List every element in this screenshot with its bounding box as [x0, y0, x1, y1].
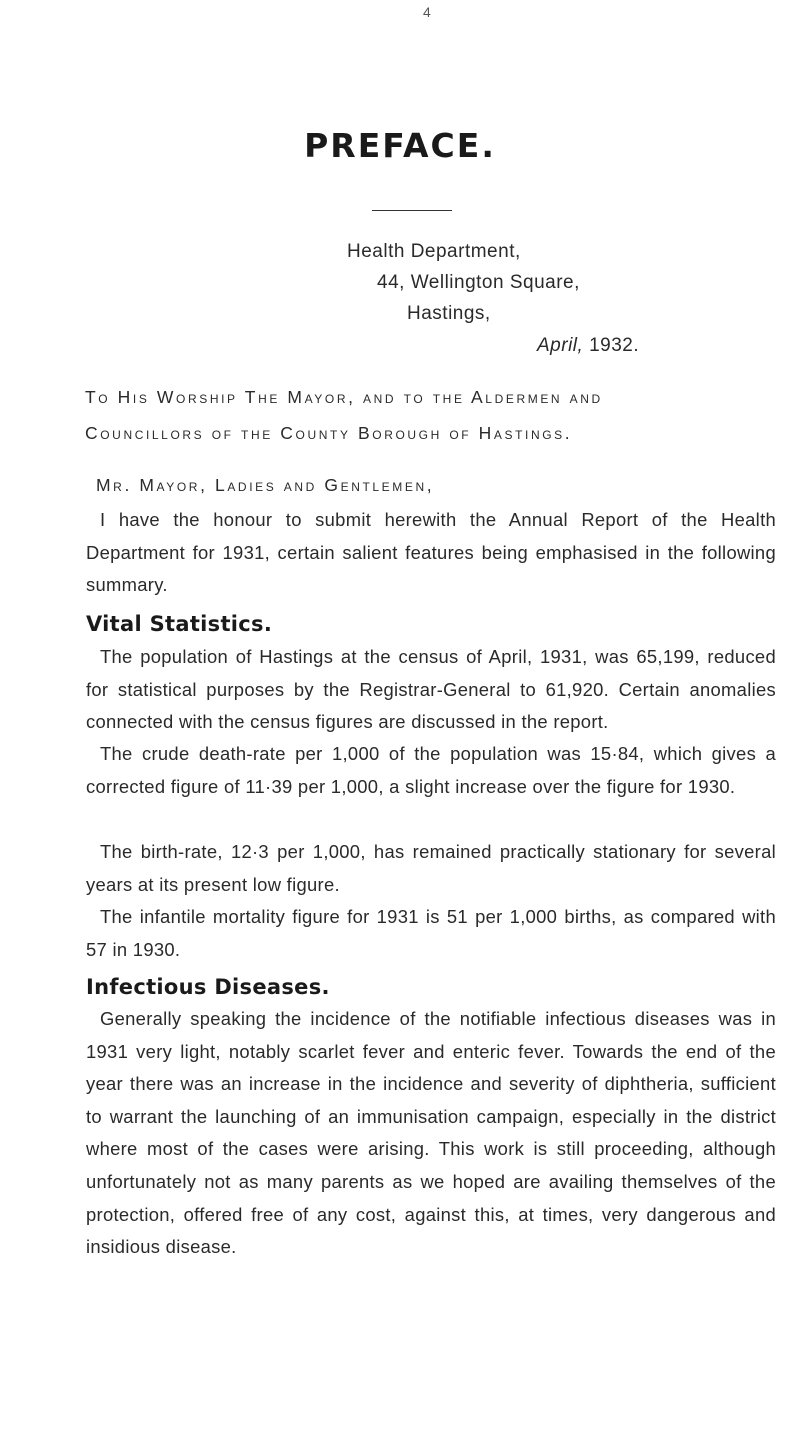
address-line-2: 44, Wellington Square,	[377, 272, 580, 293]
vital-statistics-paragraph-1: The population of Hastings at the census of April, 1931, was 65,199, reduced for statistical purposes by the Registrar-General to 61,920. Certain anomalies connected with the census figures are discussed in the report.	[86, 646, 776, 733]
vital-statistics-paragraph-4: The infantile mortality figure for 1931 is 51 per 1,000 births, as compared with 57 in 1930.	[86, 906, 776, 960]
salutation: Mr. Mayor, Ladies and Gentlemen,	[96, 475, 435, 495]
addressee-line-2: Councillors of the County Borough of Hastings.	[85, 423, 573, 443]
section-heading-infectious-diseases: Infectious Diseases.	[86, 975, 330, 999]
letter-date	[537, 335, 639, 357]
address-line-3: Hastings,	[407, 303, 491, 324]
infectious-diseases-paragraph-1: Generally speaking the incidence of the notifiable infectious diseases was in 1931 very light, notably scarlet fever and enteric fever. Towards the end of the year there was an increase in the incidence and severity of diphtheria, sufficient to warrant the launching of an immunisation campaign, especially in the district where most of the cases were arising. This work is still proceeding, although unfortunately not as many parents as we hoped are availing themselves of the protection, offered free of any cost, against this, at times, very dangerous and insidious disease.	[86, 1008, 776, 1258]
date-month: April,	[537, 335, 584, 356]
address-line-1: Health Department,	[347, 241, 521, 262]
page-title: PREFACE.	[304, 126, 496, 165]
title-divider	[372, 210, 452, 211]
intro-paragraph: I have the honour to submit herewith the Annual Report of the Health Department for 1931, certain salient features being emphasised in the following summary.	[86, 509, 776, 596]
section-heading-vital-statistics: Vital Statistics.	[86, 612, 273, 636]
vital-statistics-paragraph-2: The crude death-rate per 1,000 of the population was 15·84, which gives a corrected figure of 11·39 per 1,000, a slight increase over the figure for 1930.	[86, 743, 776, 797]
vital-statistics-paragraph-3: The birth-rate, 12·3 per 1,000, has remained practically stationary for several years at its present low figure.	[86, 841, 776, 895]
addressee-line-1: To His Worship The Mayor, and to the Aldermen and	[85, 387, 603, 407]
date-year: 1932.	[589, 335, 640, 356]
page-number: 4	[423, 4, 431, 20]
